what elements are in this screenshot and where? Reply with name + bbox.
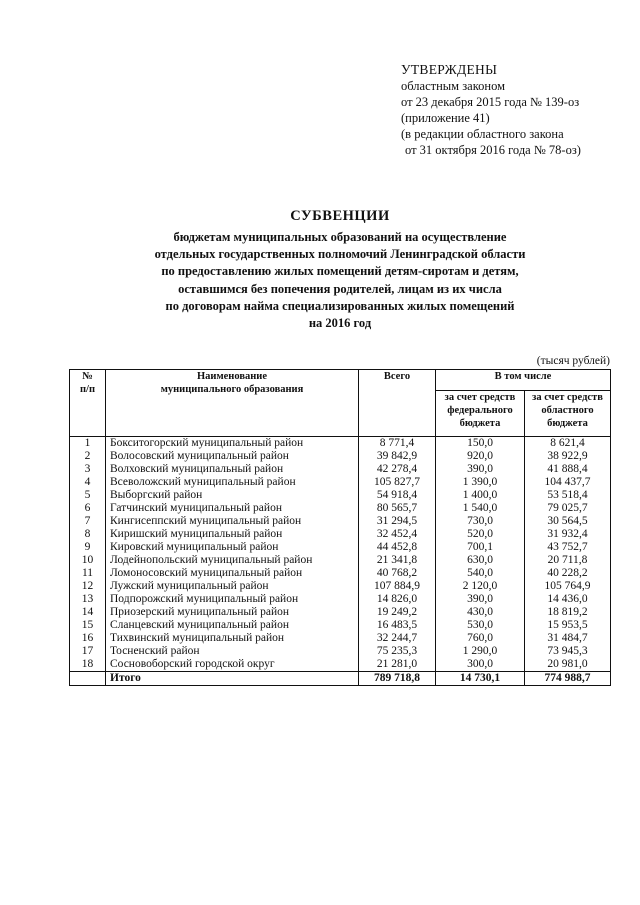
row-name: Тихвинский муниципальный район — [106, 632, 359, 645]
row-name: Ломоносовский муниципальный район — [106, 567, 359, 580]
row-regional: 79 025,7 — [525, 502, 611, 515]
total-label: Итого — [106, 672, 359, 686]
title-line: отдельных государственных полномочий Ленинградской области — [154, 247, 526, 262]
row-regional: 43 752,7 — [525, 541, 611, 554]
row-federal: 1 540,0 — [436, 502, 525, 515]
row-regional: 20 981,0 — [525, 658, 611, 672]
title-line: оставшимся без попечения родителей, лицам из их числа — [178, 281, 502, 296]
row-federal: 390,0 — [436, 463, 525, 476]
row-regional: 38 922,9 — [525, 450, 611, 463]
table-row — [70, 554, 611, 567]
row-name: Бокситогорский муниципальный район — [106, 437, 359, 451]
row-total: 8 771,4 — [359, 437, 436, 451]
header-regional — [525, 391, 611, 437]
header-regional-line: за счет средств — [532, 392, 603, 403]
row-federal: 630,0 — [436, 554, 525, 567]
row-num: 12 — [70, 580, 106, 593]
approval-line: (приложение 41) — [401, 111, 490, 125]
row-federal: 540,0 — [436, 567, 525, 580]
table-row — [70, 645, 611, 658]
row-federal: 1 390,0 — [436, 476, 525, 489]
row-name: Киришский муниципальный район — [106, 528, 359, 541]
row-name: Приозерский муниципальный район — [106, 606, 359, 619]
row-num: 9 — [70, 541, 106, 554]
row-name: Тосненский район — [106, 645, 359, 658]
row-federal: 520,0 — [436, 528, 525, 541]
row-num: 8 — [70, 528, 106, 541]
header-num-line: № — [82, 371, 93, 382]
header-regional-line: областного — [541, 405, 594, 416]
row-regional: 14 436,0 — [525, 593, 611, 606]
row-regional: 105 764,9 — [525, 580, 611, 593]
row-num: 13 — [70, 593, 106, 606]
row-num: 10 — [70, 554, 106, 567]
total-regional: 774 988,7 — [525, 672, 611, 686]
header-federal — [436, 391, 525, 437]
table-row — [70, 632, 611, 645]
header-total: Всего — [359, 370, 436, 437]
row-num: 4 — [70, 476, 106, 489]
row-name: Кировский муниципальный район — [106, 541, 359, 554]
title-line: бюджетам муниципальных образований на осуществление — [173, 230, 507, 244]
table-row — [70, 593, 611, 606]
row-federal: 150,0 — [436, 437, 525, 451]
row-total: 107 884,9 — [359, 580, 436, 593]
row-name: Кингисеппский муниципальный район — [106, 515, 359, 528]
row-name: Сланцевский муниципальный район — [106, 619, 359, 632]
row-total: 39 842,9 — [359, 450, 436, 463]
table-row — [70, 528, 611, 541]
table-row — [70, 463, 611, 476]
title-line: по договорам найма специализированных жилых помещений — [165, 298, 515, 313]
header-federal-line: федерального — [447, 405, 513, 416]
row-regional: 15 953,5 — [525, 619, 611, 632]
row-num: 3 — [70, 463, 106, 476]
row-federal: 530,0 — [436, 619, 525, 632]
row-num: 16 — [70, 632, 106, 645]
approval-line: (в редакции областного закона — [401, 127, 564, 141]
row-num: 7 — [70, 515, 106, 528]
row-regional: 31 484,7 — [525, 632, 611, 645]
row-total: 40 768,2 — [359, 567, 436, 580]
row-federal: 390,0 — [436, 593, 525, 606]
row-federal: 1 290,0 — [436, 645, 525, 658]
row-name: Волосовский муниципальный район — [106, 450, 359, 463]
table-body — [70, 437, 611, 672]
row-num: 14 — [70, 606, 106, 619]
total-all: 789 718,8 — [359, 672, 436, 686]
row-name: Подпорожский муниципальный район — [106, 593, 359, 606]
row-regional: 40 228,2 — [525, 567, 611, 580]
row-name: Гатчинский муниципальный район — [106, 502, 359, 515]
row-num: 17 — [70, 645, 106, 658]
approval-line: от 23 декабря 2015 года № 139-оз — [401, 95, 580, 109]
table-row — [70, 476, 611, 489]
header-name-line: муниципального образования — [160, 384, 304, 395]
header-federal-line: бюджета — [459, 418, 501, 429]
document-title — [70, 208, 610, 332]
header-name — [106, 370, 359, 437]
row-total: 21 281,0 — [359, 658, 436, 672]
row-name: Всеволожский муниципальный район — [106, 476, 359, 489]
row-regional: 104 437,7 — [525, 476, 611, 489]
row-regional: 41 888,4 — [525, 463, 611, 476]
row-regional: 8 621,4 — [525, 437, 611, 451]
header-num — [70, 370, 106, 437]
table-row — [70, 619, 611, 632]
row-num: 5 — [70, 489, 106, 502]
table-row — [70, 437, 611, 451]
row-num: 6 — [70, 502, 106, 515]
row-total: 19 249,2 — [359, 606, 436, 619]
total-federal: 14 730,1 — [436, 672, 525, 686]
table-row — [70, 580, 611, 593]
row-regional: 53 518,4 — [525, 489, 611, 502]
table-row — [70, 606, 611, 619]
row-federal: 760,0 — [436, 632, 525, 645]
header-name-line: Наименование — [197, 371, 267, 382]
row-regional: 20 711,8 — [525, 554, 611, 567]
row-federal: 430,0 — [436, 606, 525, 619]
table-row — [70, 515, 611, 528]
approval-heading: УТВЕРЖДЕНЫ — [401, 62, 498, 77]
subsidies-table — [69, 369, 611, 686]
row-num: 11 — [70, 567, 106, 580]
row-federal: 730,0 — [436, 515, 525, 528]
row-federal: 300,0 — [436, 658, 525, 672]
row-total: 32 244,7 — [359, 632, 436, 645]
row-num: 18 — [70, 658, 106, 672]
total-row — [70, 672, 611, 686]
title-main: СУБВЕНЦИИ — [290, 208, 390, 224]
row-regional: 73 945,3 — [525, 645, 611, 658]
header-including: В том числе — [436, 370, 611, 391]
row-federal: 920,0 — [436, 450, 525, 463]
row-total: 105 827,7 — [359, 476, 436, 489]
row-total: 42 278,4 — [359, 463, 436, 476]
row-federal: 700,1 — [436, 541, 525, 554]
row-name: Волховский муниципальный район — [106, 463, 359, 476]
row-total: 21 341,8 — [359, 554, 436, 567]
row-name: Выборгский район — [106, 489, 359, 502]
table-row — [70, 502, 611, 515]
row-name: Лужский муниципальный район — [106, 580, 359, 593]
row-total: 31 294,5 — [359, 515, 436, 528]
row-federal: 2 120,0 — [436, 580, 525, 593]
title-line: по предоставлению жилых помещений детям-сиротам и детям, — [161, 264, 519, 279]
row-total: 14 826,0 — [359, 593, 436, 606]
row-federal: 1 400,0 — [436, 489, 525, 502]
title-line: на 2016 год — [308, 316, 372, 331]
row-total: 44 452,8 — [359, 541, 436, 554]
approval-line: областным законом — [401, 79, 506, 93]
row-total: 75 235,3 — [359, 645, 436, 658]
table-row — [70, 450, 611, 463]
row-total: 16 483,5 — [359, 619, 436, 632]
row-num: 2 — [70, 450, 106, 463]
table-row — [70, 658, 611, 672]
header-num-line: п/п — [79, 384, 96, 395]
units-label: (тысяч рублей) — [536, 355, 610, 367]
row-name: Лодейнопольский муниципальный район — [106, 554, 359, 567]
row-num: 15 — [70, 619, 106, 632]
approval-line: от 31 октября 2016 года № 78-оз) — [405, 143, 581, 157]
row-num: 1 — [70, 437, 106, 451]
total-num-cell — [70, 672, 106, 686]
row-regional: 30 564,5 — [525, 515, 611, 528]
header-regional-line: бюджета — [547, 418, 588, 429]
approval-stamp — [401, 62, 631, 158]
table-row — [70, 567, 611, 580]
row-total: 32 452,4 — [359, 528, 436, 541]
row-regional: 31 932,4 — [525, 528, 611, 541]
table-row — [70, 489, 611, 502]
row-regional: 18 819,2 — [525, 606, 611, 619]
row-total: 80 565,7 — [359, 502, 436, 515]
header-federal-line: за счет средств — [444, 392, 516, 403]
row-total: 54 918,4 — [359, 489, 436, 502]
table-row — [70, 541, 611, 554]
row-name: Сосновоборский городской округ — [106, 658, 359, 672]
